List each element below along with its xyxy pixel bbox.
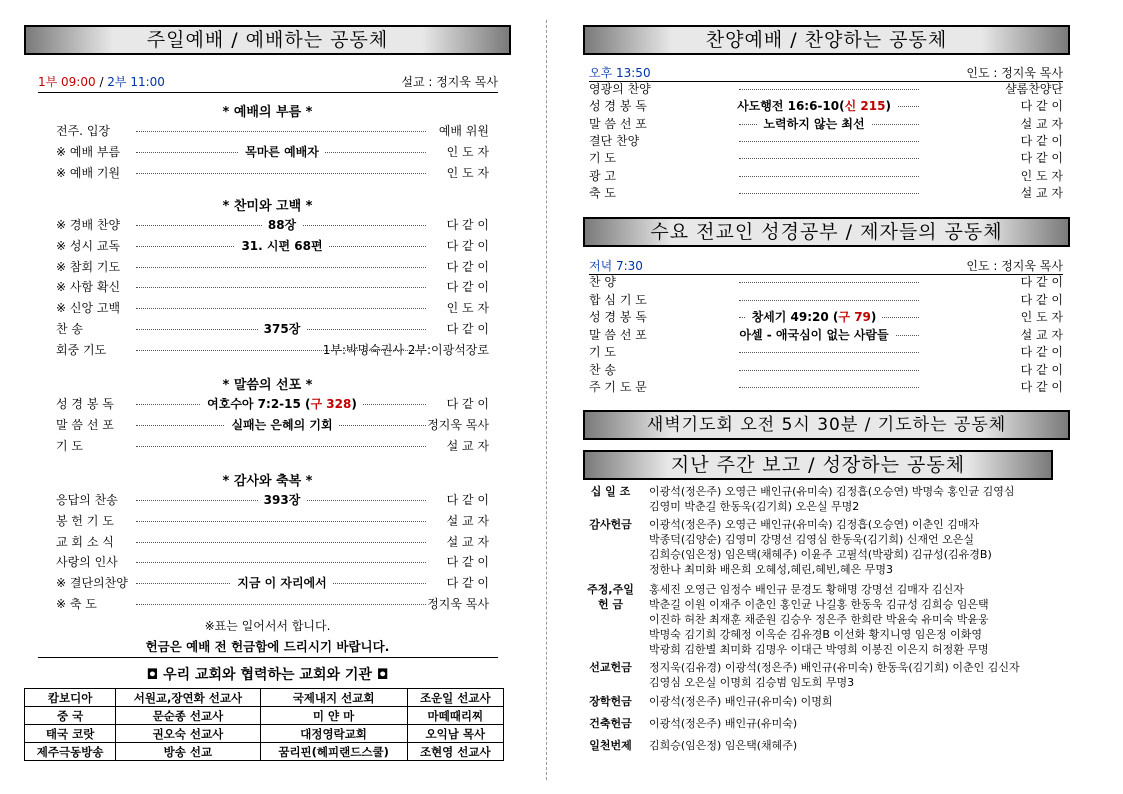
coop-cell: 대정영락교회 (260, 725, 407, 743)
dotted-leader (136, 446, 426, 447)
order-responsible: 다 같 이 (1020, 345, 1063, 359)
order-responsible: 다 같 이 (446, 280, 489, 295)
report-label: 선교헌금 (589, 661, 632, 674)
report-entry (583, 517, 1070, 577)
order-responsible: 샬롬찬양단 (1005, 82, 1063, 96)
order-label: 응답의 찬송 (56, 493, 118, 507)
order-row (38, 258, 489, 276)
report-line: 이광석(정은주) 오영근 배인규(유미숙) 김정흡(오승연) 박명숙 홍인균 김영심 (649, 485, 1015, 498)
preacher: 설교 : 정지욱 목사 (401, 75, 498, 89)
report-names (649, 517, 1069, 577)
order-label: ※ 축 도 (56, 597, 97, 611)
order-label: ※ 결단의찬양 (56, 576, 128, 591)
order-content: 88장 (148, 216, 416, 234)
dotted-leader (739, 176, 919, 177)
order-label: 교 회 소 식 (56, 534, 114, 549)
order-content: 노력하지 않는 최선 (699, 115, 929, 133)
order-responsible: 설 교 자 (446, 513, 489, 528)
standing-note: ※표는 일어서서 합니다. (204, 619, 331, 633)
order-responsible: 다 같 이 (1020, 133, 1063, 148)
order-content: 393장 (148, 491, 416, 509)
order-responsible: 다 같 이 (446, 397, 489, 411)
coop-cell: 문순종 선교사 (116, 707, 260, 725)
order-row (589, 361, 1063, 379)
dotted-leader (739, 141, 919, 142)
order-content: 사도행전 16:6-10(신 215) (699, 97, 929, 115)
order-label: 봉 헌 기 도 (56, 513, 114, 528)
dotted-leader (739, 352, 919, 353)
order-row (589, 149, 1063, 167)
order-responsible: 다 같 이 (1020, 292, 1063, 307)
wednesday-banner: 수요 전교인 성경공부 / 제자들의 공동체 (583, 217, 1070, 247)
section-title: * 감사와 축복 * (222, 474, 313, 489)
report-entry (583, 484, 1070, 514)
report-line: 김영미 박춘길 한동욱(김기희) 오은실 무명2 (649, 500, 860, 513)
section-title: * 예배의 부름 * (222, 105, 313, 120)
order-responsible: 설 교 자 (446, 438, 489, 453)
report-label: 일천번제 (589, 739, 632, 752)
coop-cell: 꿈리핀(헤피랜드스쿨) (260, 743, 407, 761)
order-label: 말 씀 선 포 (589, 116, 647, 131)
dotted-leader (739, 370, 919, 371)
order-content: 실패는 은혜의 기회 (148, 416, 416, 434)
first-service-time: 1부 09:00 (38, 75, 96, 89)
report-label: 십 일 조 (590, 485, 631, 498)
dotted-leader (136, 604, 426, 605)
offering-underline (38, 657, 498, 658)
coop-cell: 국제내지 선교회 (260, 689, 407, 707)
report-label: 건축헌금 (589, 717, 632, 730)
report-line: 박춘길 이원 이재주 이춘인 홍인균 나길홍 한동욱 김규성 김희승 임은택 (649, 598, 989, 611)
order-row (38, 299, 489, 317)
dotted-leader (739, 89, 919, 90)
order-label: ※ 신앙 고백 (56, 301, 121, 316)
order-responsible: 다 같 이 (1020, 99, 1063, 114)
report-line: 이광석(정은주) 배인규(유미숙) 이명희 (649, 695, 833, 708)
dotted-leader (136, 267, 426, 268)
dotted-leader (136, 542, 426, 543)
coop-cell: 태국 코랏 (25, 725, 116, 743)
order-responsible: 정지욱 목사 (427, 417, 489, 432)
order-row (38, 237, 489, 255)
coop-cell: 마떼때리찌 (407, 707, 503, 725)
order-responsible: 설 교 자 (1020, 116, 1063, 131)
order-responsible: 다 같 이 (446, 218, 489, 232)
order-responsible: 다 같 이 (446, 576, 489, 591)
dotted-leader (739, 193, 919, 194)
order-row (589, 378, 1063, 396)
order-responsible: 다 같 이 (446, 322, 489, 336)
sunday-worship-banner: 주일예배 / 예배하는 공동체 (24, 25, 511, 55)
order-label: ※ 예배 부름 (56, 144, 121, 159)
dotted-leader (136, 173, 426, 174)
order-row (38, 278, 489, 296)
order-label: 성 경 봉 독 (589, 310, 647, 324)
scripture-page: 구 79 (838, 310, 871, 324)
report-entry (583, 716, 1070, 731)
order-row (38, 122, 489, 140)
coop-cell: 권오숙 선교사 (116, 725, 260, 743)
order-label: 영광의 찬양 (589, 82, 651, 96)
order-row (589, 167, 1063, 185)
order-row (38, 341, 489, 359)
report-line: 홍세진 오영근 임정수 배인규 문경도 황해명 강명선 김매자 김신자 (649, 583, 964, 596)
order-label: 전주. 입장 (56, 124, 110, 138)
order-label: 찬 양 (589, 275, 616, 289)
wed-leader: 인도 : 정지욱 목사 (966, 259, 1063, 273)
order-label: 기 도 (589, 345, 616, 359)
coop-table (24, 688, 504, 761)
order-content: 목마른 예배자 (148, 143, 416, 161)
coop-cell: 방송 선교 (116, 743, 260, 761)
order-row (38, 574, 489, 592)
report-line: 이광석(정은주) 오영근 배인규(유미숙) 김정흡(오승연) 이춘인 김매자 (649, 518, 980, 531)
dotted-leader (136, 131, 426, 132)
report-line: 김희승(임은정) 임은택(채혜주) 이윤주 고필석(박광희) 김규성(김유경B) (649, 548, 992, 561)
order-content: 아셀 - 애국심이 없는 사람들 (699, 326, 929, 344)
report-label: 주정,주일 헌 금 (587, 583, 634, 611)
order-label: 축 도 (589, 185, 616, 200)
order-label: 합 심 기 도 (589, 292, 647, 307)
column-divider (546, 20, 547, 780)
report-line: 박광희 김한별 최미화 김명우 이대근 박영희 이봉진 이은지 허정환 무명 (649, 643, 989, 656)
order-responsible: 다 같 이 (1020, 151, 1063, 166)
order-responsible: 다 같 이 (446, 259, 489, 274)
order-content: 지금 이 자리에서 (148, 574, 416, 592)
report-names (649, 660, 1069, 690)
order-row (38, 216, 489, 234)
report-line: 박명숙 김기희 강혜정 이옥순 김유경B 이선화 황지니영 임은정 이화영 (649, 628, 983, 641)
report-names (649, 738, 1069, 753)
order-row (38, 533, 489, 551)
order-responsible: 인 도 자 (1020, 168, 1063, 183)
report-names (649, 582, 1069, 657)
order-row (38, 512, 489, 530)
order-responsible: 설 교 자 (1020, 327, 1063, 342)
order-responsible: 설 교 자 (1020, 185, 1063, 200)
order-row (38, 491, 489, 509)
order-responsible: 인 도 자 (446, 165, 489, 180)
report-line: 이광석(정은주) 배인규(유미숙) (649, 717, 798, 730)
order-responsible: 다 같 이 (1020, 275, 1063, 289)
order-responsible: 다 같 이 (446, 493, 489, 507)
coop-cell: 중 국 (25, 707, 116, 725)
weekly-report-banner: 지난 주간 보고 / 성장하는 공동체 (583, 450, 1053, 480)
dotted-leader (136, 287, 426, 288)
order-responsible: 정지욱 목사 (427, 597, 489, 611)
report-label: 감사헌금 (589, 518, 632, 531)
dotted-leader (136, 521, 426, 522)
praise-leader: 인도 : 정지욱 목사 (966, 66, 1063, 80)
order-label: 광 고 (589, 168, 616, 183)
order-responsible: 인 도 자 (446, 144, 489, 159)
order-label: 성 경 봉 독 (56, 397, 114, 411)
coop-cell: 조운일 선교사 (407, 689, 503, 707)
times-underline (38, 92, 498, 93)
order-label: ※ 성시 교독 (56, 238, 121, 253)
report-label: 장학헌금 (589, 695, 632, 708)
order-label: ※ 예배 기원 (56, 165, 121, 180)
report-line: 정한나 최미화 배은희 오혜성,혜린,혜빈,혜은 무명3 (649, 563, 893, 576)
order-label: 찬 송 (56, 322, 83, 336)
order-row (38, 164, 489, 182)
order-label: ※ 사함 확신 (56, 280, 121, 295)
order-label: 찬 송 (589, 362, 616, 377)
order-row (589, 184, 1063, 202)
report-names (649, 484, 1069, 514)
order-label: 성 경 봉 독 (589, 99, 647, 114)
wed-time: 저녁 7:30 (589, 259, 643, 273)
order-label: ※ 경배 찬양 (56, 218, 121, 232)
coop-cell: 미 얀 마 (260, 707, 407, 725)
order-responsible: 인 도 자 (1020, 310, 1063, 324)
dotted-leader (739, 282, 919, 283)
report-entry (583, 582, 1070, 657)
dotted-leader (739, 387, 919, 388)
coop-row (25, 707, 504, 725)
coop-cell: 오익남 목사 (407, 725, 503, 743)
order-row (38, 553, 489, 571)
order-label: 기 도 (589, 151, 616, 166)
order-responsible: 다 같 이 (1020, 380, 1063, 394)
order-responsible: 다 같 이 (446, 555, 489, 570)
order-content: 375장 (148, 320, 416, 338)
coop-cell: 조현영 선교사 (407, 743, 503, 761)
dotted-leader (739, 300, 919, 301)
dotted-leader (739, 158, 919, 159)
dotted-leader (136, 562, 426, 563)
order-row (589, 291, 1063, 309)
order-responsible: 다 같 이 (446, 238, 489, 253)
report-line: 정지욱(김유경) 이광석(정은주) 배인규(유미숙) 한동욱(김기희) 이춘인 김신자 (649, 661, 1020, 674)
order-responsible: 다 같 이 (1020, 362, 1063, 377)
report-names (649, 694, 1069, 709)
order-content: 창세기 49:20 (구 79) (699, 308, 929, 326)
coop-cell: 서원교,장연화 선교사 (116, 689, 260, 707)
order-content: 여호수아 7:2-15 (구 328) (148, 395, 416, 413)
dawn-prayer-banner: 새벽기도회 오전 5시 30분 / 기도하는 공동체 (583, 410, 1070, 440)
order-label: 결단 찬양 (589, 133, 640, 148)
coop-title: ◘ 우리 교회와 협력하는 교회와 기관 ◘ (146, 667, 389, 683)
order-row (38, 437, 489, 455)
scripture-page: 신 215 (844, 99, 886, 114)
order-label: 사랑의 인사 (56, 555, 118, 570)
order-row (589, 308, 1063, 326)
report-line: 김희승(임은정) 임은택(채혜주) (649, 739, 798, 752)
scripture-page: 구 328 (310, 397, 352, 411)
report-entry (583, 660, 1070, 690)
worship-times: 1부 09:00 / 2부 11:00 설교 : 정지욱 목사 (38, 75, 498, 89)
report-entry (583, 738, 1070, 753)
coop-cell: 캄보디아 (25, 689, 116, 707)
coop-row (25, 689, 504, 707)
report-line: 김영심 오은실 이명희 김승범 임도희 무명3 (649, 676, 855, 689)
order-row (589, 97, 1063, 115)
order-responsible: 설 교 자 (446, 534, 489, 549)
praise-time: 오후 13:50 (589, 66, 651, 80)
order-label: 말 씀 선 포 (589, 327, 647, 342)
order-row (589, 115, 1063, 133)
report-line: 이진하 허찬 최재훈 채준원 김승우 정은주 한희란 박윤숙 유미숙 박윤웅 (649, 613, 989, 626)
order-row (589, 326, 1063, 344)
order-label: ※ 참회 기도 (56, 259, 121, 274)
order-row (38, 143, 489, 161)
section-title: * 찬미와 고백 * (222, 199, 313, 214)
order-row (38, 595, 489, 613)
order-label: 회중 기도 (56, 342, 107, 357)
order-label: 주 기 도 문 (589, 380, 647, 394)
order-responsible: 예배 위원 (438, 124, 489, 138)
offering-note: 헌금은 예배 전 헌금함에 드리시기 바랍니다. (145, 639, 390, 654)
section-title: * 말씀의 선포 * (222, 378, 313, 393)
coop-row (25, 725, 504, 743)
order-responsible: 인 도 자 (446, 301, 489, 316)
order-label: 기 도 (56, 438, 83, 453)
order-row (38, 395, 489, 413)
coop-cell: 제주극동방송 (25, 743, 116, 761)
praise-worship-banner: 찬양예배 / 찬양하는 공동체 (583, 25, 1070, 55)
dotted-leader (136, 308, 426, 309)
order-row (589, 80, 1063, 98)
report-entry (583, 694, 1070, 709)
order-row (38, 416, 489, 434)
order-label: 말 씀 선 포 (56, 417, 114, 432)
order-responsible: 1부:박명숙권사 2부:이광석장로 (322, 342, 489, 357)
order-row (589, 132, 1063, 150)
order-row (589, 343, 1063, 361)
report-names (649, 716, 1069, 731)
coop-row (25, 743, 504, 761)
order-content: 31. 시편 68편 (148, 237, 416, 255)
second-service-time: 2부 11:00 (107, 75, 165, 89)
order-row (38, 320, 489, 338)
report-line: 박종덕(김양순) 김영미 강명선 김영심 한동욱(김기희) 신재언 오은실 (649, 533, 975, 546)
order-row (589, 273, 1063, 291)
